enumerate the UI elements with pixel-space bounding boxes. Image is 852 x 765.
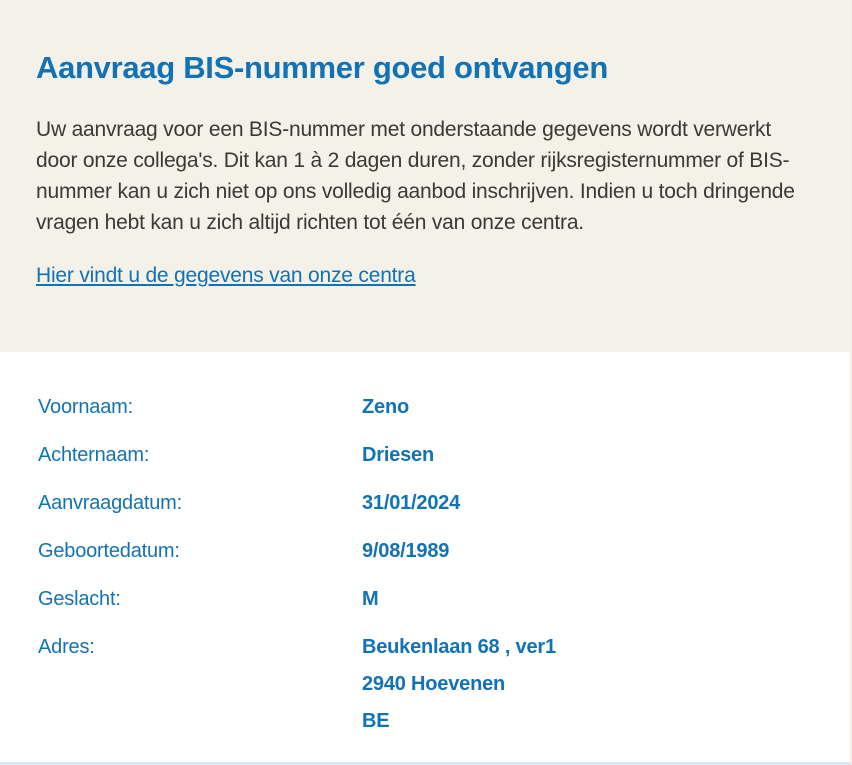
detail-value: M [362,588,379,610]
confirmation-body-text: Uw aanvraag voor een BIS-nummer met onderstaande gegevens wordt verwerkt door onze collega's. Dit kan 1 à 2 dagen duren, zonder rijksregisternummer of BIS-nummer kan u zich niet op ons volledig aanbod inschrijven. Indien u toch dringende vragen hebt kan u zich altijd richten tot één van onze centra. [36,118,795,234]
page-title: Aanvraag BIS-nummer goed ontvangen [36,50,609,85]
detail-label: Voornaam: [38,396,133,418]
detail-value: Driesen [362,444,434,466]
request-details-panel [0,352,850,732]
confirmation-message-panel [0,0,850,352]
detail-label: Geboortedatum: [38,540,180,562]
centra-gegevens-link[interactable]: Hier vindt u de gegevens van onze centra [36,264,416,287]
address-line-country: BE [362,710,390,732]
detail-value-address [362,637,556,732]
detail-value: 9/08/1989 [362,540,450,562]
detail-row-adres [38,637,814,732]
address-line-street: Beukenlaan 68 , ver1 [362,636,556,658]
detail-row-geboortedatum [38,541,814,562]
detail-label: Aanvraagdatum: [38,492,182,514]
detail-label: Adres: [38,636,95,658]
address-line-city: 2940 Hoevenen [362,673,506,695]
detail-label: Geslacht: [38,588,121,610]
detail-label: Achternaam: [38,444,150,466]
detail-row-geslacht [38,589,814,610]
detail-row-aanvraagdatum [38,493,814,514]
detail-row-voornaam [38,397,814,418]
detail-value: 31/01/2024 [362,492,461,514]
detail-value: Zeno [362,396,409,418]
detail-row-achternaam [38,445,814,466]
